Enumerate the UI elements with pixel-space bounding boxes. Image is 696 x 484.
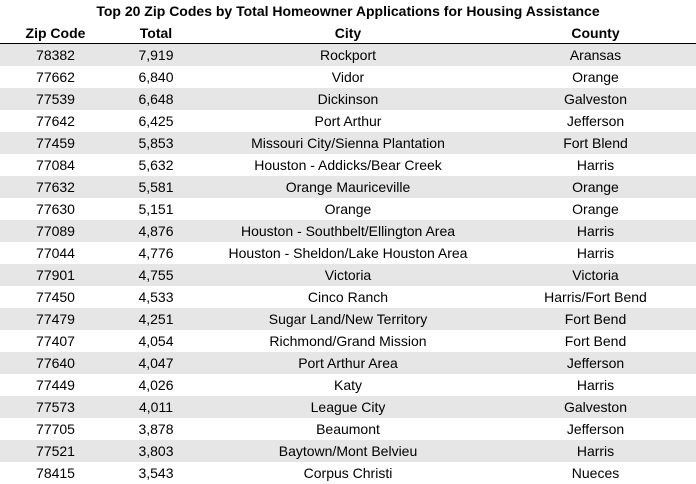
zip-code-table bbox=[0, 22, 696, 484]
zip-code-cell: 77642 bbox=[36, 113, 75, 129]
total-cell: 4,876 bbox=[111, 220, 201, 242]
table-row bbox=[0, 110, 696, 132]
county-cell: Jefferson bbox=[495, 352, 696, 374]
total-cell: 4,026 bbox=[138, 377, 174, 393]
zip-code-cell: 77640 bbox=[0, 352, 111, 374]
county-cell: Harris bbox=[576, 157, 615, 173]
table-row bbox=[0, 198, 696, 220]
city-cell: Orange Mauriceville bbox=[201, 176, 495, 198]
total-cell: 4,755 bbox=[111, 264, 201, 286]
city-cell: Dickinson bbox=[201, 88, 495, 110]
table-row bbox=[0, 418, 696, 440]
county-cell: Harris bbox=[495, 220, 696, 242]
county-cell: Fort Blend bbox=[495, 132, 696, 154]
header-zip-code: Zip Code bbox=[0, 22, 111, 44]
total-cell: 6,840 bbox=[138, 69, 174, 85]
table-row bbox=[0, 242, 696, 264]
city-cell: Houston - Sheldon/Lake Houston Area bbox=[228, 245, 468, 261]
zip-code-cell: 77630 bbox=[36, 201, 75, 217]
county-cell: Victoria bbox=[495, 264, 696, 286]
header-city: City bbox=[201, 22, 495, 44]
city-cell: League City bbox=[201, 396, 495, 418]
table-row bbox=[0, 88, 696, 110]
total-cell: 3,803 bbox=[111, 440, 201, 462]
county-cell: Orange bbox=[572, 201, 619, 217]
table-row bbox=[0, 352, 696, 374]
total-cell: 5,853 bbox=[111, 132, 201, 154]
county-cell: Aransas bbox=[495, 44, 696, 67]
total-cell: 7,919 bbox=[111, 44, 201, 67]
zip-code-cell: 77705 bbox=[36, 421, 75, 437]
county-cell: Galveston bbox=[495, 396, 696, 418]
total-cell: 4,251 bbox=[111, 308, 201, 330]
city-cell: Sugar Land/New Territory bbox=[201, 308, 495, 330]
county-cell: Jefferson bbox=[566, 421, 625, 437]
county-cell: Harris bbox=[495, 440, 696, 462]
total-cell: 5,581 bbox=[111, 176, 201, 198]
city-cell: Orange bbox=[324, 201, 372, 217]
total-cell: 6,648 bbox=[111, 88, 201, 110]
zip-code-cell: 77573 bbox=[0, 396, 111, 418]
zip-code-cell: 78382 bbox=[0, 44, 111, 67]
table-row bbox=[0, 44, 696, 67]
table-row bbox=[0, 462, 696, 484]
county-cell: Fort Bend bbox=[564, 333, 627, 349]
total-cell: 6,425 bbox=[138, 113, 174, 129]
city-cell: Houston - Southbelt/Ellington Area bbox=[201, 220, 495, 242]
table-row bbox=[0, 132, 696, 154]
county-cell: Jefferson bbox=[566, 113, 625, 129]
header-total: Total bbox=[111, 22, 201, 44]
county-cell: Nueces bbox=[571, 465, 620, 481]
total-cell: 4,533 bbox=[138, 289, 174, 305]
city-cell: Missouri City/Sienna Plantation bbox=[201, 132, 495, 154]
table-row bbox=[0, 286, 696, 308]
county-cell: Harris bbox=[576, 245, 615, 261]
county-cell: Fort Bend bbox=[495, 308, 696, 330]
total-cell: 4,054 bbox=[138, 333, 174, 349]
city-cell: Rockport bbox=[201, 44, 495, 67]
table-row bbox=[0, 308, 696, 330]
zip-code-cell: 77450 bbox=[36, 289, 75, 305]
zip-code-cell: 77089 bbox=[0, 220, 111, 242]
table-row bbox=[0, 154, 696, 176]
city-cell: Corpus Christi bbox=[303, 465, 393, 481]
zip-code-cell: 77459 bbox=[0, 132, 111, 154]
total-cell: 4,776 bbox=[138, 245, 174, 261]
city-cell: Katy bbox=[333, 377, 362, 393]
zip-code-cell: 77632 bbox=[0, 176, 111, 198]
city-cell: Beaumont bbox=[316, 421, 380, 437]
county-cell: Orange bbox=[495, 176, 696, 198]
city-cell: Baytown/Mont Belvieu bbox=[201, 440, 495, 462]
city-cell: Victoria bbox=[201, 264, 495, 286]
table-row bbox=[0, 330, 696, 352]
table-row bbox=[0, 220, 696, 242]
city-cell: Port Arthur Area bbox=[201, 352, 495, 374]
total-cell: 5,151 bbox=[138, 201, 174, 217]
header-county: County bbox=[495, 22, 696, 44]
county-cell: Harris bbox=[576, 377, 615, 393]
table-row bbox=[0, 66, 696, 88]
table-row bbox=[0, 396, 696, 418]
table-row bbox=[0, 264, 696, 286]
zip-code-cell: 78415 bbox=[36, 465, 75, 481]
table-title: Top 20 Zip Codes by Total Homeowner Applications for Housing Assistance bbox=[96, 3, 600, 19]
county-cell: Galveston bbox=[495, 88, 696, 110]
city-cell: Cinco Ranch bbox=[307, 289, 389, 305]
county-cell: Orange bbox=[572, 69, 619, 85]
city-cell: Port Arthur bbox=[314, 113, 382, 129]
zip-code-cell: 77901 bbox=[0, 264, 111, 286]
zip-code-cell: 77044 bbox=[36, 245, 75, 261]
total-cell: 3,878 bbox=[138, 421, 174, 437]
county-cell: Harris/Fort Bend bbox=[544, 289, 647, 305]
city-cell: Houston - Addicks/Bear Creek bbox=[254, 157, 442, 173]
total-cell: 4,011 bbox=[111, 396, 201, 418]
zip-code-cell: 77479 bbox=[0, 308, 111, 330]
city-cell: Vidor bbox=[331, 69, 365, 85]
total-cell: 5,632 bbox=[138, 157, 174, 173]
table-row bbox=[0, 440, 696, 462]
table-row bbox=[0, 374, 696, 396]
zip-code-cell: 77662 bbox=[36, 69, 75, 85]
city-cell: Richmond/Grand Mission bbox=[269, 333, 427, 349]
total-cell: 3,543 bbox=[138, 465, 174, 481]
table-row bbox=[0, 176, 696, 198]
total-cell: 4,047 bbox=[111, 352, 201, 374]
zip-code-cell: 77407 bbox=[36, 333, 75, 349]
zip-code-cell: 77449 bbox=[36, 377, 75, 393]
zip-code-cell: 77084 bbox=[36, 157, 75, 173]
header-row bbox=[0, 22, 696, 44]
zip-code-cell: 77539 bbox=[0, 88, 111, 110]
zip-code-cell: 77521 bbox=[0, 440, 111, 462]
